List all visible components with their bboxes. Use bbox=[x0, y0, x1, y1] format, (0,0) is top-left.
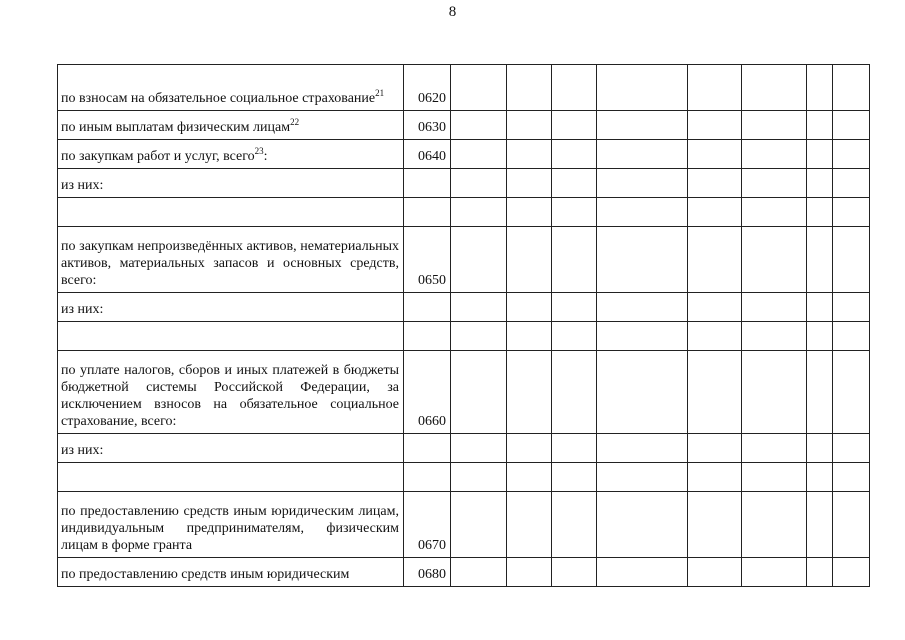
value-cell bbox=[688, 169, 742, 198]
row-label: по уплате налогов, сборов и иных платежей в бюджеты бюджетной системы Российской Федерации, за исключением взносов на обязательное социальное страхование, всего: bbox=[58, 351, 404, 434]
value-cell bbox=[552, 65, 597, 111]
value-cell bbox=[688, 492, 742, 558]
value-cell bbox=[742, 65, 807, 111]
table-row bbox=[58, 65, 870, 111]
value-cell bbox=[507, 293, 552, 322]
row-code: 0670 bbox=[404, 492, 451, 558]
value-cell bbox=[507, 434, 552, 463]
row-code: 0620 bbox=[404, 65, 451, 111]
value-cell bbox=[807, 463, 833, 492]
value-cell bbox=[597, 322, 688, 351]
value-cell bbox=[688, 322, 742, 351]
value-cell bbox=[807, 227, 833, 293]
row-label: по предоставлению средств иным юридическим лицам, индивидуальным предпринимателям, физическим лицам в форме гранта bbox=[58, 492, 404, 558]
value-cell bbox=[807, 198, 833, 227]
value-cell bbox=[742, 558, 807, 587]
value-cell bbox=[833, 140, 870, 169]
value-cell bbox=[833, 169, 870, 198]
table-row bbox=[58, 140, 870, 169]
value-cell bbox=[833, 111, 870, 140]
value-cell bbox=[833, 351, 870, 434]
value-cell bbox=[833, 65, 870, 111]
table-row bbox=[58, 434, 870, 463]
value-cell bbox=[507, 463, 552, 492]
value-cell bbox=[597, 169, 688, 198]
page-number: 8 bbox=[448, 4, 457, 20]
value-cell bbox=[451, 492, 507, 558]
value-cell bbox=[742, 169, 807, 198]
value-cell bbox=[597, 492, 688, 558]
value-cell bbox=[807, 434, 833, 463]
value-cell bbox=[552, 351, 597, 434]
row-code: 0640 bbox=[404, 140, 451, 169]
value-cell bbox=[552, 558, 597, 587]
value-cell bbox=[833, 198, 870, 227]
value-cell bbox=[742, 293, 807, 322]
row-code: 0630 bbox=[404, 111, 451, 140]
value-cell bbox=[742, 198, 807, 227]
value-cell bbox=[507, 169, 552, 198]
value-cell bbox=[833, 227, 870, 293]
value-cell bbox=[552, 140, 597, 169]
value-cell bbox=[451, 111, 507, 140]
row-label: по иным выплатам физическим лицам$^{22}$ bbox=[58, 111, 404, 140]
value-cell bbox=[451, 463, 507, 492]
table-row bbox=[58, 351, 870, 434]
value-cell bbox=[742, 463, 807, 492]
row-label: по взносам на обязательное социальное страхование$^{21}$ bbox=[58, 65, 404, 111]
row-code bbox=[404, 434, 451, 463]
value-cell bbox=[807, 140, 833, 169]
value-cell bbox=[507, 198, 552, 227]
value-cell bbox=[597, 434, 688, 463]
value-cell bbox=[833, 558, 870, 587]
value-cell bbox=[451, 351, 507, 434]
value-cell bbox=[507, 322, 552, 351]
value-cell bbox=[688, 227, 742, 293]
value-cell bbox=[507, 65, 552, 111]
row-label: по предоставлению средств иным юридическим bbox=[58, 558, 404, 587]
value-cell bbox=[807, 111, 833, 140]
value-cell bbox=[688, 198, 742, 227]
value-cell bbox=[451, 227, 507, 293]
table-row bbox=[58, 322, 870, 351]
table-row bbox=[58, 169, 870, 198]
value-cell bbox=[451, 198, 507, 227]
table-row bbox=[58, 111, 870, 140]
row-label: из них: bbox=[58, 169, 404, 198]
row-label: из них: bbox=[58, 434, 404, 463]
value-cell bbox=[597, 293, 688, 322]
value-cell bbox=[597, 140, 688, 169]
value-cell bbox=[552, 227, 597, 293]
table-row bbox=[58, 293, 870, 322]
value-cell bbox=[688, 293, 742, 322]
value-cell bbox=[552, 434, 597, 463]
row-code bbox=[404, 293, 451, 322]
value-cell bbox=[507, 351, 552, 434]
table-row bbox=[58, 558, 870, 587]
value-cell bbox=[833, 434, 870, 463]
value-cell bbox=[552, 322, 597, 351]
value-cell bbox=[688, 434, 742, 463]
value-cell bbox=[451, 558, 507, 587]
value-cell bbox=[451, 65, 507, 111]
value-cell bbox=[597, 111, 688, 140]
table-row bbox=[58, 227, 870, 293]
value-cell bbox=[833, 293, 870, 322]
value-cell bbox=[451, 293, 507, 322]
value-cell bbox=[833, 492, 870, 558]
value-cell bbox=[507, 140, 552, 169]
value-cell bbox=[807, 65, 833, 111]
value-cell bbox=[597, 198, 688, 227]
table-row bbox=[58, 198, 870, 227]
value-cell bbox=[597, 65, 688, 111]
row-code: 0650 bbox=[404, 227, 451, 293]
value-cell bbox=[742, 434, 807, 463]
value-cell bbox=[552, 293, 597, 322]
value-cell bbox=[688, 558, 742, 587]
value-cell bbox=[742, 492, 807, 558]
value-cell bbox=[807, 322, 833, 351]
row-label: по закупкам непроизведённых активов, нематериальных активов, материальных запасов и основных средств, всего: bbox=[58, 227, 404, 293]
row-label: по закупкам работ и услуг, всего$^{23}$: bbox=[58, 140, 404, 169]
value-cell bbox=[688, 140, 742, 169]
value-cell bbox=[507, 111, 552, 140]
value-cell bbox=[807, 492, 833, 558]
value-cell bbox=[688, 463, 742, 492]
value-cell bbox=[807, 351, 833, 434]
value-cell bbox=[807, 293, 833, 322]
row-code bbox=[404, 463, 451, 492]
value-cell bbox=[807, 558, 833, 587]
row-label bbox=[58, 198, 404, 227]
value-cell bbox=[507, 227, 552, 293]
row-code bbox=[404, 322, 451, 351]
value-cell bbox=[597, 463, 688, 492]
value-cell bbox=[507, 558, 552, 587]
value-cell bbox=[451, 322, 507, 351]
value-cell bbox=[451, 434, 507, 463]
value-cell bbox=[688, 351, 742, 434]
row-label: из них: bbox=[58, 293, 404, 322]
row-label bbox=[58, 322, 404, 351]
value-cell bbox=[552, 492, 597, 558]
value-cell bbox=[833, 463, 870, 492]
value-cell bbox=[507, 492, 552, 558]
table-row bbox=[58, 463, 870, 492]
value-cell bbox=[742, 322, 807, 351]
value-cell bbox=[597, 351, 688, 434]
table-row bbox=[58, 492, 870, 558]
value-cell bbox=[552, 111, 597, 140]
value-cell bbox=[451, 140, 507, 169]
value-cell bbox=[807, 169, 833, 198]
value-cell bbox=[688, 65, 742, 111]
value-cell bbox=[742, 140, 807, 169]
value-cell bbox=[597, 227, 688, 293]
row-code: 0680 bbox=[404, 558, 451, 587]
report-table bbox=[57, 64, 870, 587]
row-label bbox=[58, 463, 404, 492]
row-code: 0660 bbox=[404, 351, 451, 434]
value-cell bbox=[552, 169, 597, 198]
row-code bbox=[404, 169, 451, 198]
value-cell bbox=[742, 111, 807, 140]
value-cell bbox=[833, 322, 870, 351]
value-cell bbox=[597, 558, 688, 587]
value-cell bbox=[688, 111, 742, 140]
value-cell bbox=[552, 198, 597, 227]
value-cell bbox=[552, 463, 597, 492]
value-cell bbox=[742, 227, 807, 293]
value-cell bbox=[451, 169, 507, 198]
value-cell bbox=[742, 351, 807, 434]
row-code bbox=[404, 198, 451, 227]
